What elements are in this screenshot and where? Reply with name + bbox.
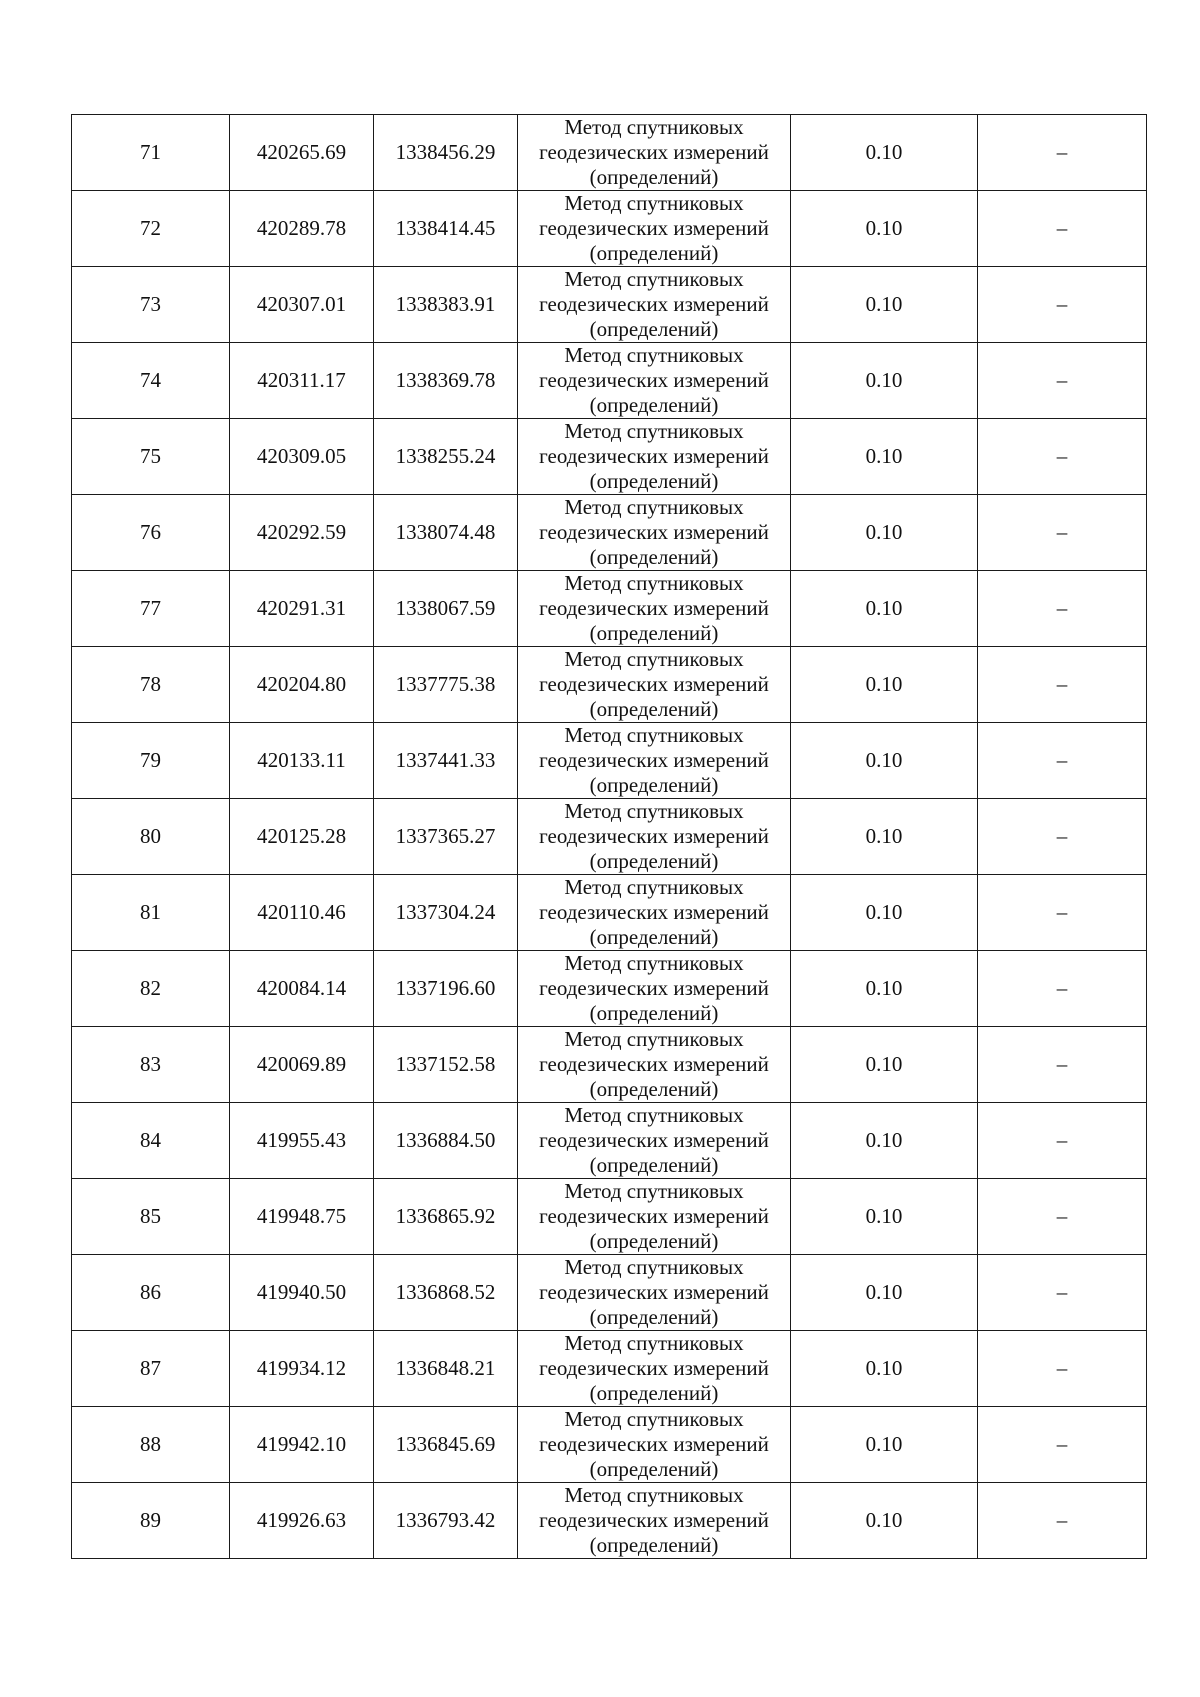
point-number-cell: 82	[72, 951, 230, 1027]
point-number-cell: 86	[72, 1255, 230, 1331]
method-text-line: (определений)	[589, 1153, 719, 1177]
method-text-line: (определений)	[589, 393, 719, 417]
method-cell	[518, 191, 791, 267]
table-row	[72, 1103, 1147, 1179]
y-coordinate-cell: 1336845.69	[374, 1407, 518, 1483]
method-text-line: геодезических измерений	[539, 596, 769, 620]
y-coordinate-cell: 1337196.60	[374, 951, 518, 1027]
method-cell	[518, 419, 791, 495]
method-cell	[518, 343, 791, 419]
method-text-line: Метод спутниковых	[564, 267, 744, 291]
x-coordinate-cell: 419934.12	[230, 1331, 374, 1407]
point-number-cell: 71	[72, 115, 230, 191]
method-cell	[518, 723, 791, 799]
method-cell	[518, 799, 791, 875]
method-text-line: геодезических измерений	[539, 672, 769, 696]
x-coordinate-cell: 420311.17	[230, 343, 374, 419]
method-text-line: Метод спутниковых	[564, 191, 744, 215]
accuracy-cell: 0.10	[791, 1407, 978, 1483]
table-row	[72, 571, 1147, 647]
method-text-line: (определений)	[589, 1533, 719, 1557]
method-text-line: Метод спутниковых	[564, 799, 744, 823]
accuracy-cell: 0.10	[791, 799, 978, 875]
y-coordinate-cell: 1336868.52	[374, 1255, 518, 1331]
x-coordinate-cell: 420291.31	[230, 571, 374, 647]
accuracy-cell: 0.10	[791, 115, 978, 191]
accuracy-cell: 0.10	[791, 723, 978, 799]
x-coordinate-cell: 420309.05	[230, 419, 374, 495]
note-cell: –	[978, 115, 1147, 191]
method-cell	[518, 1103, 791, 1179]
x-coordinate-cell: 420084.14	[230, 951, 374, 1027]
table-row	[72, 875, 1147, 951]
note-cell: –	[978, 1103, 1147, 1179]
y-coordinate-cell: 1337304.24	[374, 875, 518, 951]
coordinates-table-body	[72, 115, 1147, 1559]
y-coordinate-cell: 1336793.42	[374, 1483, 518, 1559]
point-number-cell: 73	[72, 267, 230, 343]
table-row	[72, 723, 1147, 799]
method-text-line: (определений)	[589, 317, 719, 341]
method-cell	[518, 115, 791, 191]
accuracy-cell: 0.10	[791, 647, 978, 723]
method-cell	[518, 1483, 791, 1559]
x-coordinate-cell: 420204.80	[230, 647, 374, 723]
y-coordinate-cell: 1337365.27	[374, 799, 518, 875]
point-number-cell: 87	[72, 1331, 230, 1407]
note-cell: –	[978, 951, 1147, 1027]
method-text-line: геодезических измерений	[539, 1280, 769, 1304]
note-cell: –	[978, 419, 1147, 495]
method-text-line: (определений)	[589, 469, 719, 493]
accuracy-cell: 0.10	[791, 1483, 978, 1559]
accuracy-cell: 0.10	[791, 419, 978, 495]
method-text-line: (определений)	[589, 621, 719, 645]
method-text-line: Метод спутниковых	[564, 951, 744, 975]
accuracy-cell: 0.10	[791, 191, 978, 267]
method-cell	[518, 571, 791, 647]
point-number-cell: 89	[72, 1483, 230, 1559]
method-text-line: Метод спутниковых	[564, 343, 744, 367]
method-text-line: (определений)	[589, 1457, 719, 1481]
y-coordinate-cell: 1338255.24	[374, 419, 518, 495]
method-text-line: Метод спутниковых	[564, 1103, 744, 1127]
method-text-line: (определений)	[589, 545, 719, 569]
note-cell: –	[978, 647, 1147, 723]
note-cell: –	[978, 1331, 1147, 1407]
method-cell	[518, 1027, 791, 1103]
method-text-line: геодезических измерений	[539, 1508, 769, 1532]
point-number-cell: 83	[72, 1027, 230, 1103]
method-text-line: геодезических измерений	[539, 520, 769, 544]
note-cell: –	[978, 799, 1147, 875]
y-coordinate-cell: 1337441.33	[374, 723, 518, 799]
x-coordinate-cell: 420110.46	[230, 875, 374, 951]
method-text-line: (определений)	[589, 1229, 719, 1253]
x-coordinate-cell: 419942.10	[230, 1407, 374, 1483]
method-text-line: геодезических измерений	[539, 1204, 769, 1228]
accuracy-cell: 0.10	[791, 1027, 978, 1103]
y-coordinate-cell: 1336865.92	[374, 1179, 518, 1255]
x-coordinate-cell: 419926.63	[230, 1483, 374, 1559]
accuracy-cell: 0.10	[791, 343, 978, 419]
method-text-line: (определений)	[589, 697, 719, 721]
method-text-line: геодезических измерений	[539, 824, 769, 848]
method-cell	[518, 1179, 791, 1255]
table-row	[72, 1331, 1147, 1407]
method-text-line: (определений)	[589, 1305, 719, 1329]
table-row	[72, 343, 1147, 419]
method-text-line: Метод спутниковых	[564, 419, 744, 443]
note-cell: –	[978, 1179, 1147, 1255]
method-text-line: Метод спутниковых	[564, 571, 744, 595]
method-text-line: Метод спутниковых	[564, 1483, 744, 1507]
x-coordinate-cell: 419955.43	[230, 1103, 374, 1179]
method-text-line: Метод спутниковых	[564, 647, 744, 671]
accuracy-cell: 0.10	[791, 1179, 978, 1255]
method-text-line: (определений)	[589, 849, 719, 873]
point-number-cell: 85	[72, 1179, 230, 1255]
method-text-line: геодезических измерений	[539, 1356, 769, 1380]
point-number-cell: 81	[72, 875, 230, 951]
note-cell: –	[978, 1483, 1147, 1559]
accuracy-cell: 0.10	[791, 267, 978, 343]
method-text-line: Метод спутниковых	[564, 115, 744, 139]
method-text-line: геодезических измерений	[539, 976, 769, 1000]
accuracy-cell: 0.10	[791, 1255, 978, 1331]
method-text-line: (определений)	[589, 1001, 719, 1025]
table-row	[72, 1255, 1147, 1331]
point-number-cell: 79	[72, 723, 230, 799]
point-number-cell: 88	[72, 1407, 230, 1483]
method-cell	[518, 495, 791, 571]
point-number-cell: 74	[72, 343, 230, 419]
method-text-line: геодезических измерений	[539, 444, 769, 468]
table-row	[72, 647, 1147, 723]
method-text-line: (определений)	[589, 1381, 719, 1405]
method-text-line: (определений)	[589, 1077, 719, 1101]
note-cell: –	[978, 495, 1147, 571]
method-text-line: (определений)	[589, 241, 719, 265]
x-coordinate-cell: 419940.50	[230, 1255, 374, 1331]
method-cell	[518, 875, 791, 951]
method-text-line: геодезических измерений	[539, 900, 769, 924]
method-cell	[518, 647, 791, 723]
method-text-line: Метод спутниковых	[564, 495, 744, 519]
x-coordinate-cell: 420292.59	[230, 495, 374, 571]
x-coordinate-cell: 420133.11	[230, 723, 374, 799]
method-text-line: геодезических измерений	[539, 140, 769, 164]
y-coordinate-cell: 1338383.91	[374, 267, 518, 343]
x-coordinate-cell: 420069.89	[230, 1027, 374, 1103]
y-coordinate-cell: 1338074.48	[374, 495, 518, 571]
table-row	[72, 1179, 1147, 1255]
y-coordinate-cell: 1338456.29	[374, 115, 518, 191]
note-cell: –	[978, 723, 1147, 799]
accuracy-cell: 0.10	[791, 571, 978, 647]
x-coordinate-cell: 420307.01	[230, 267, 374, 343]
method-cell	[518, 1255, 791, 1331]
note-cell: –	[978, 1407, 1147, 1483]
table-row	[72, 799, 1147, 875]
table-row	[72, 1407, 1147, 1483]
method-cell	[518, 267, 791, 343]
y-coordinate-cell: 1337152.58	[374, 1027, 518, 1103]
method-text-line: геодезических измерений	[539, 1432, 769, 1456]
table-row	[72, 419, 1147, 495]
method-text-line: Метод спутниковых	[564, 1331, 744, 1355]
table-row	[72, 191, 1147, 267]
method-text-line: Метод спутниковых	[564, 1027, 744, 1051]
method-text-line: Метод спутниковых	[564, 1255, 744, 1279]
method-text-line: Метод спутниковых	[564, 875, 744, 899]
y-coordinate-cell: 1336848.21	[374, 1331, 518, 1407]
y-coordinate-cell: 1336884.50	[374, 1103, 518, 1179]
point-number-cell: 75	[72, 419, 230, 495]
method-text-line: Метод спутниковых	[564, 1407, 744, 1431]
method-text-line: Метод спутниковых	[564, 723, 744, 747]
note-cell: –	[978, 191, 1147, 267]
point-number-cell: 78	[72, 647, 230, 723]
method-text-line: геодезических измерений	[539, 1128, 769, 1152]
x-coordinate-cell: 419948.75	[230, 1179, 374, 1255]
table-row	[72, 495, 1147, 571]
y-coordinate-cell: 1338067.59	[374, 571, 518, 647]
table-row	[72, 1483, 1147, 1559]
accuracy-cell: 0.10	[791, 951, 978, 1027]
table-row	[72, 267, 1147, 343]
point-number-cell: 72	[72, 191, 230, 267]
point-number-cell: 80	[72, 799, 230, 875]
method-text-line: (определений)	[589, 773, 719, 797]
method-text-line: (определений)	[589, 165, 719, 189]
y-coordinate-cell: 1338414.45	[374, 191, 518, 267]
accuracy-cell: 0.10	[791, 875, 978, 951]
method-text-line: геодезических измерений	[539, 216, 769, 240]
x-coordinate-cell: 420265.69	[230, 115, 374, 191]
accuracy-cell: 0.10	[791, 1331, 978, 1407]
coordinates-table	[71, 114, 1147, 1559]
point-number-cell: 77	[72, 571, 230, 647]
accuracy-cell: 0.10	[791, 1103, 978, 1179]
point-number-cell: 76	[72, 495, 230, 571]
note-cell: –	[978, 1255, 1147, 1331]
x-coordinate-cell: 420125.28	[230, 799, 374, 875]
note-cell: –	[978, 875, 1147, 951]
y-coordinate-cell: 1337775.38	[374, 647, 518, 723]
x-coordinate-cell: 420289.78	[230, 191, 374, 267]
note-cell: –	[978, 343, 1147, 419]
table-row	[72, 1027, 1147, 1103]
table-row	[72, 951, 1147, 1027]
point-number-cell: 84	[72, 1103, 230, 1179]
method-text-line: геодезических измерений	[539, 368, 769, 392]
method-text-line: Метод спутниковых	[564, 1179, 744, 1203]
note-cell: –	[978, 571, 1147, 647]
table-row	[72, 115, 1147, 191]
method-text-line: геодезических измерений	[539, 292, 769, 316]
note-cell: –	[978, 267, 1147, 343]
note-cell: –	[978, 1027, 1147, 1103]
method-cell	[518, 1407, 791, 1483]
method-text-line: геодезических измерений	[539, 1052, 769, 1076]
method-cell	[518, 951, 791, 1027]
y-coordinate-cell: 1338369.78	[374, 343, 518, 419]
method-text-line: (определений)	[589, 925, 719, 949]
method-text-line: геодезических измерений	[539, 748, 769, 772]
method-cell	[518, 1331, 791, 1407]
accuracy-cell: 0.10	[791, 495, 978, 571]
